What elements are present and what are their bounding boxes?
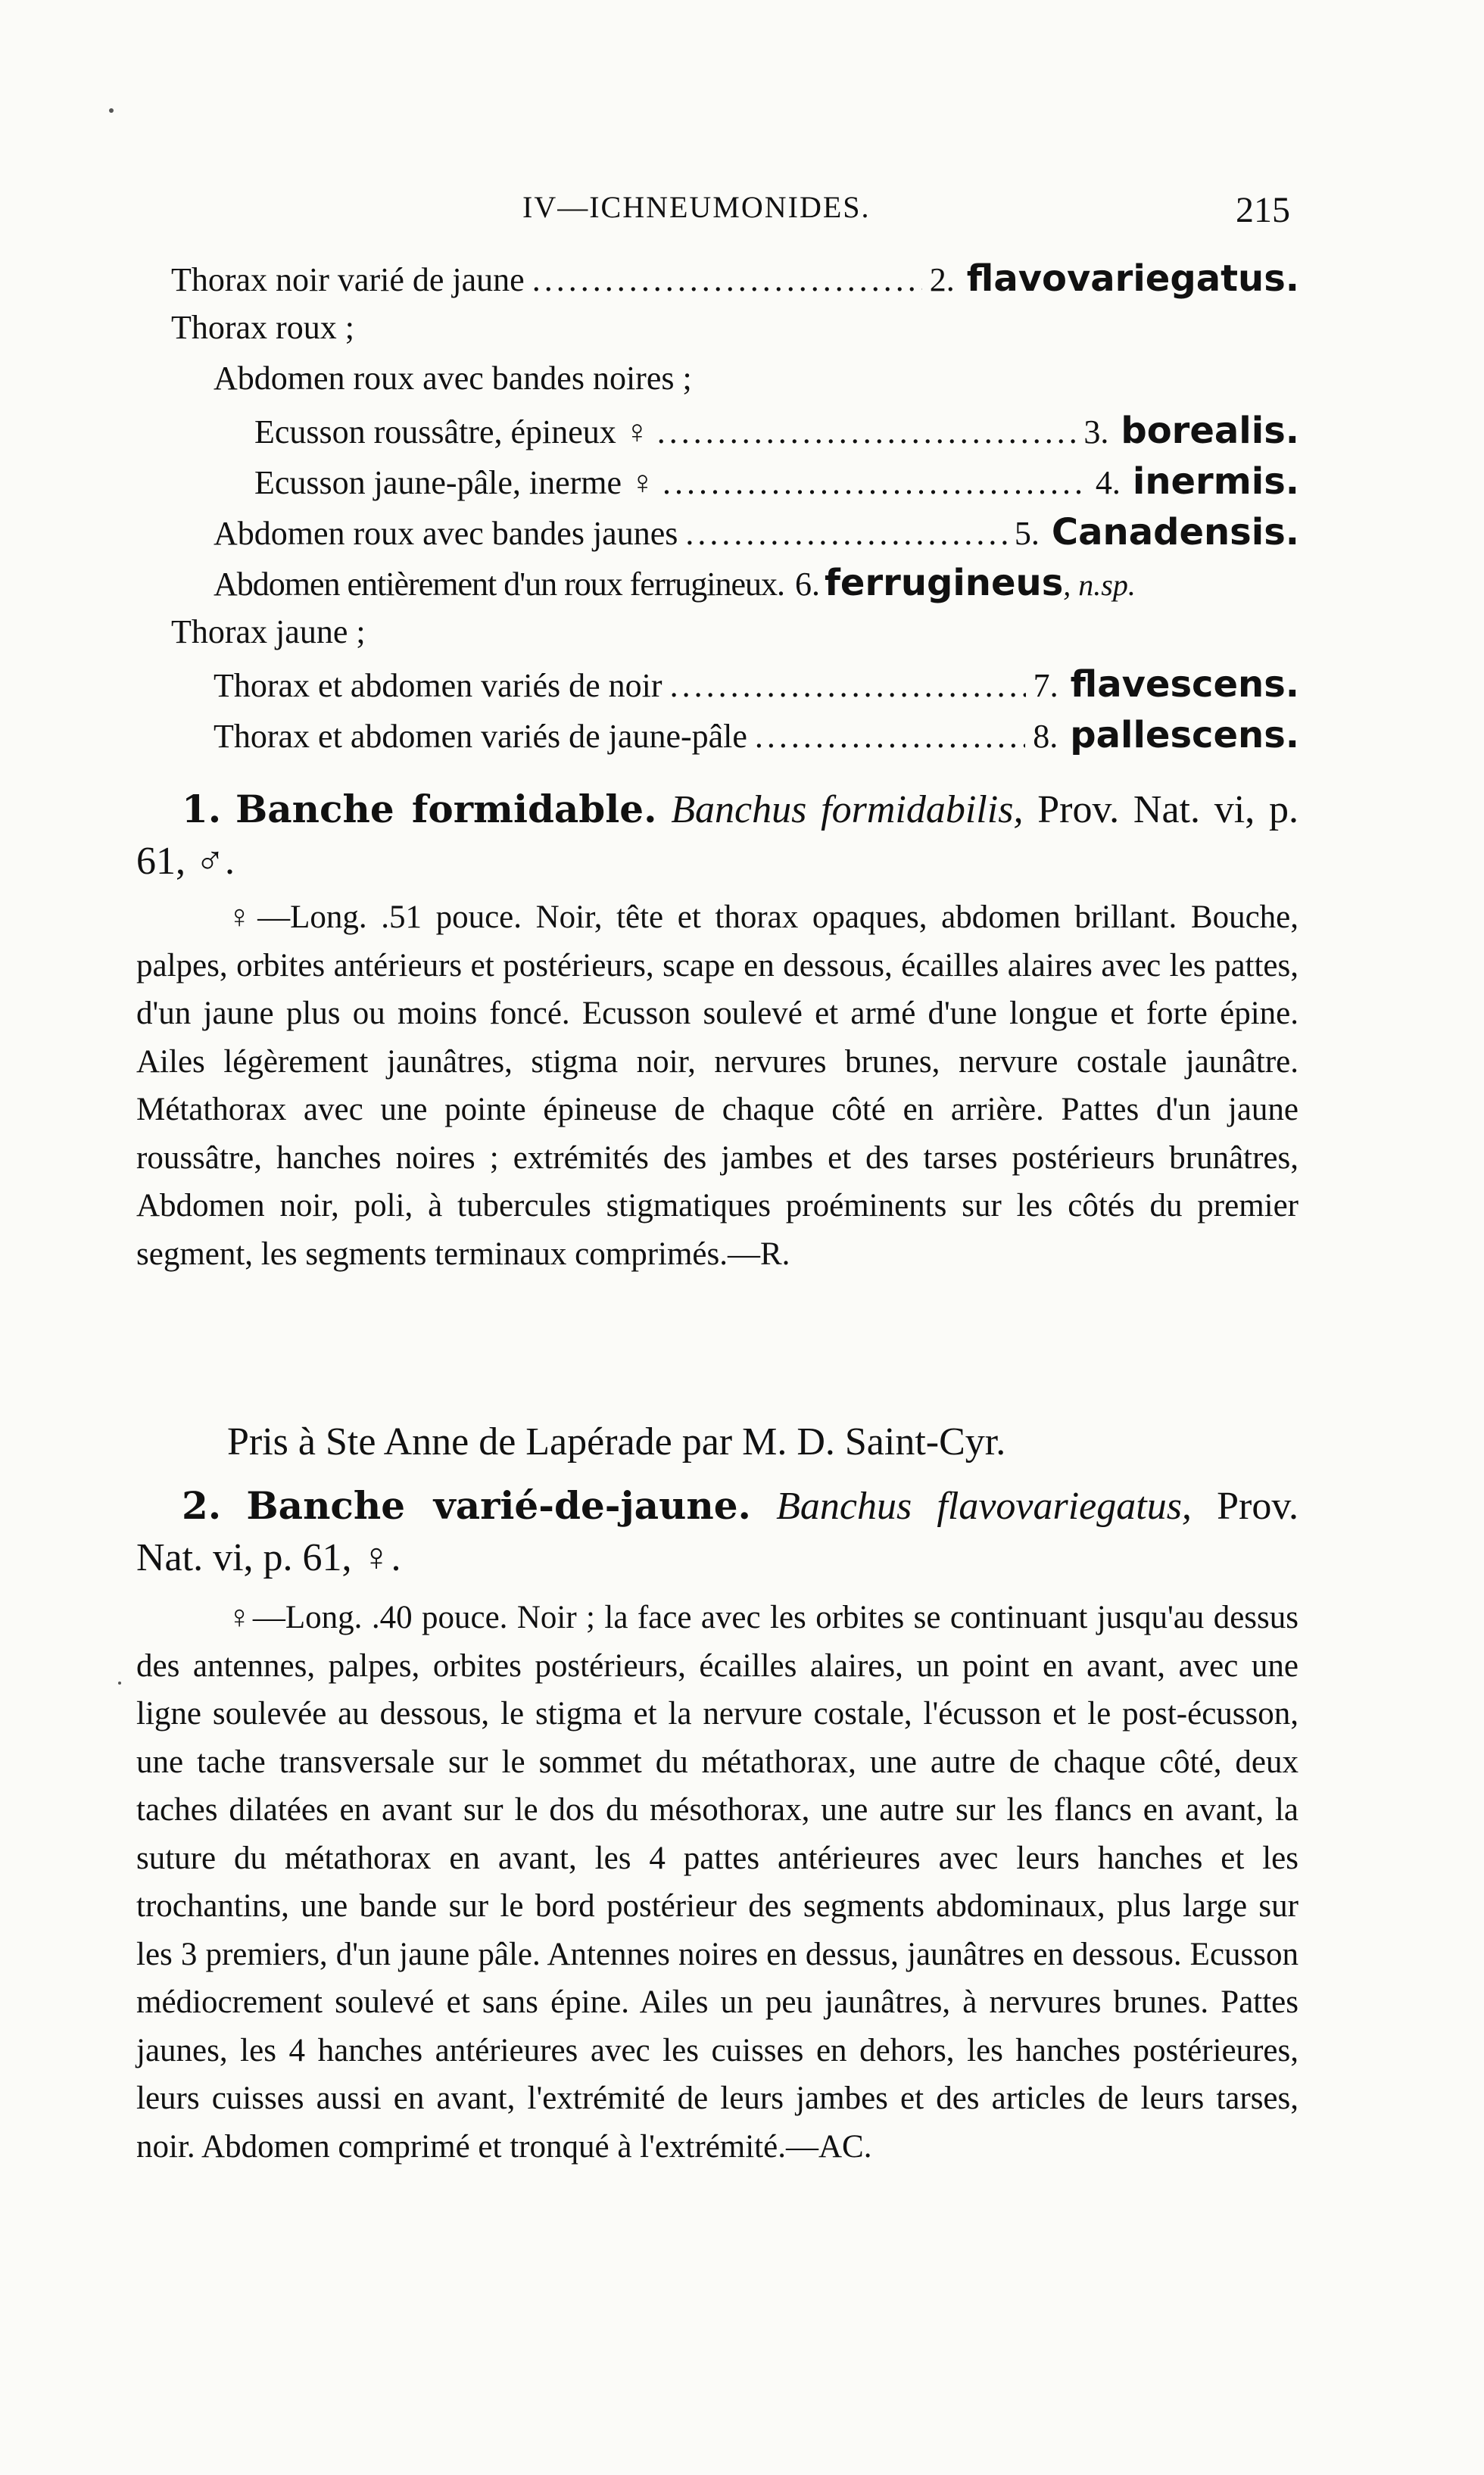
page-header [0,189,1484,235]
entry-number: 1. [182,787,222,831]
key-line [171,257,1299,308]
terminal-period: . [1285,257,1299,300]
species-name: inermis [1132,460,1286,503]
key-text: Abdomen roux avec bandes jaunes [214,515,678,552]
species-name: pallescens [1070,714,1286,756]
key-text: Ecusson jaune-pâle, inerme ♀ [254,464,656,501]
reference: Prov. Nat. vi, p. 61, ♀. [136,1485,1298,1579]
identification-key [171,257,1299,765]
running-head: IV—ICHNEUMONIDES. [522,190,871,224]
entry-heading [136,1480,1298,1584]
key-number: 2. [929,261,955,298]
key-line [171,562,1299,613]
key-line [171,460,1299,511]
terminal-period: . [1285,511,1299,553]
key-number: 4. [1095,464,1121,501]
species-description: ♀—Long. .51 pouce. Noir, tête et thorax opaques, abdomen brillant. Bouche, palpes, orbites antérieurs et postérieurs, scape en dessous, écailles alaires avec les pattes, d'un jaune plus ou moins foncé. Ecusson soulevé et armé d'une longue et forte épine. Ailes légèrement jaunâtres, stigma noir, nervures brunes, nervure costale jaunâtre. Métathorax avec une pointe épineuse de chaque côté en arrière. Pattes d'un jaune roussâtre, hanches noires ; extrémités des jambes et des tarses postérieurs brunâtres, Abdomen noir, poli, à tubercules stigmatiques proéminents sur les côtés du premier segment, les segments terminaux comprimés.—R. [136,899,1298,1272]
key-line [171,613,1299,663]
key-text: Thorax noir varié de jaune [171,261,525,298]
key-number: 5. [1014,515,1040,552]
key-line [171,663,1299,714]
key-text: Thorax et abdomen variés de noir [214,667,662,704]
ink-speck [109,108,114,113]
species-name: flavovariegatus [966,257,1286,300]
dot-leader [755,717,1025,756]
dot-leader [685,514,1007,553]
terminal-period: . [1285,714,1299,756]
terminal-period: . [1285,663,1299,706]
reference: Prov. Nat. vi, p. 61, ♂. [136,788,1299,883]
key-number: 7. [1033,667,1058,704]
entry-heading [136,784,1298,887]
collection-note: Pris à Ste Anne de Lapérade par M. D. Saint-Cyr. [227,1420,1006,1463]
key-text: Thorax et abdomen variés de jaune-pâle [214,718,747,755]
page-number: 215 [1236,190,1290,230]
key-text: Thorax jaune ; [171,613,366,650]
key-number: 3. [1083,413,1109,450]
key-line [171,308,1299,359]
latin-name: Banchus formidabilis, [671,788,1024,831]
terminal-period: . [1285,460,1299,503]
dot-leader [657,413,1077,451]
key-line [171,410,1299,460]
common-name: Banche varié-de-jaune. [246,1483,751,1528]
terminal-period: . [1285,410,1299,452]
key-text: Thorax roux ; [171,309,354,346]
common-name: Banche formidable. [235,787,657,831]
species-name: Canadensis [1051,511,1286,553]
entry-number: 2. [182,1483,222,1528]
dot-leader [662,463,1088,502]
species-name: ferrugineus [825,562,1064,604]
latin-name: Banchus flavovariegatus, [776,1485,1192,1528]
species-name: borealis [1121,410,1286,452]
key-line [171,714,1299,765]
dot-leader [670,666,1026,705]
key-line [171,359,1299,410]
key-line [171,511,1299,562]
ink-speck [118,1682,121,1685]
species-description: ♀—Long. .40 pouce. Noir ; la face avec les orbites se continuant jusqu'au dessus des antennes, palpes, orbites postérieurs, écailles alaires, un point en avant, avec une ligne soulevée au dessous, le stigma et la nervure costale, l'écusson et le post-écusson, une tache transversale sur le sommet du métathorax, une autre de chaque côté, deux taches dilatées en avant sur le dos du mésothorax, une autre sur les flancs en avant, la suture du métathorax en avant, les 4 pattes antérieures avec leurs hanches et les trochantins, une bande sur le bord postérieur des segments abdominaux, plus large sur les 3 premiers, d'un jaune pâle. Antennes noires en dessus, jaunâtres en dessous. Ecusson médiocrement soulevé et sans épine. Ailes un peu jaunâtres, à nervures brunes. Pattes jaunes, les 4 hanches antérieures avec les cuisses en dehors, les hanches postérieures, leurs cuisses aussi en avant, l'extrémité de leurs jambes et des articles de leurs tarses, noir. Abdomen comprimé et tronqué à l'extrémité.—AC. [136,1600,1298,2165]
key-text: Abdomen roux avec bandes noires ; [214,360,692,397]
dot-leader [532,260,922,299]
new-species-abbr: , n.sp. [1063,568,1136,602]
key-text: Abdomen entièrement d'un roux ferrugineux. [214,566,785,603]
key-number: 8. [1033,718,1058,755]
species-name: flavescens [1070,663,1286,706]
key-text: Ecusson roussâtre, épineux ♀ [254,413,650,450]
key-number: 6. [795,566,821,603]
